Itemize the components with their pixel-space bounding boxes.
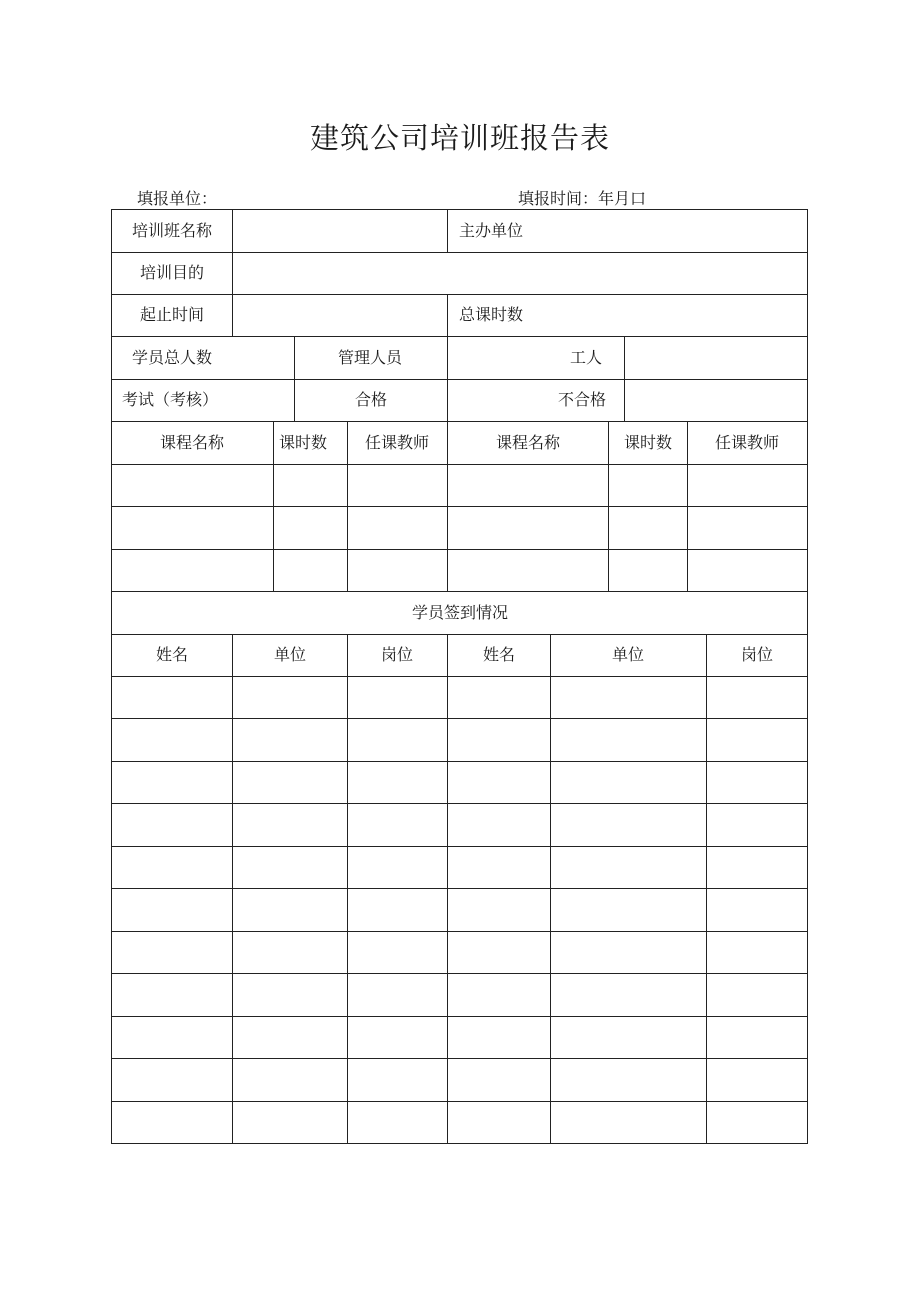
workers-label: 工人 <box>569 348 602 367</box>
attendance-section-title: 学员签到情况 <box>411 603 509 622</box>
course-header-teacher: 任课教师 <box>714 433 780 452</box>
course-header-hours: 课时数 <box>623 433 673 452</box>
attendance-header-name: 姓名 <box>155 645 189 664</box>
period-label: 起止时间 <box>139 305 205 324</box>
pass-label: 合格 <box>354 390 388 409</box>
fill-time-label: 填报时间：年月口 <box>518 189 647 208</box>
attendance-header-unit: 单位 <box>273 645 307 664</box>
purpose-label: 培训目的 <box>139 263 205 282</box>
total-hours-label: 总课时数 <box>459 305 524 324</box>
course-header-hours: 课时数 <box>278 433 328 452</box>
course-header-name: 课程名称 <box>159 433 225 452</box>
page-title: 建筑公司培训班报告表 <box>309 121 610 155</box>
exam-label: 考试（考核） <box>121 390 219 409</box>
attendance-header-post: 岗位 <box>380 645 414 664</box>
attendance-header-post: 岗位 <box>740 645 774 664</box>
organizer-label: 主办单位 <box>459 221 524 240</box>
attendance-header-name: 姓名 <box>482 645 516 664</box>
attendance-header-unit: 单位 <box>611 645 645 664</box>
managers-label: 管理人员 <box>337 348 403 367</box>
course-header-teacher: 任课教师 <box>364 433 430 452</box>
fill-unit-label: 填报单位： <box>137 189 218 208</box>
trainee-total-label: 学员总人数 <box>131 348 213 367</box>
class-name-label: 培训班名称 <box>131 221 213 240</box>
fail-label: 不合格 <box>557 390 606 409</box>
course-header-name: 课程名称 <box>495 433 561 452</box>
